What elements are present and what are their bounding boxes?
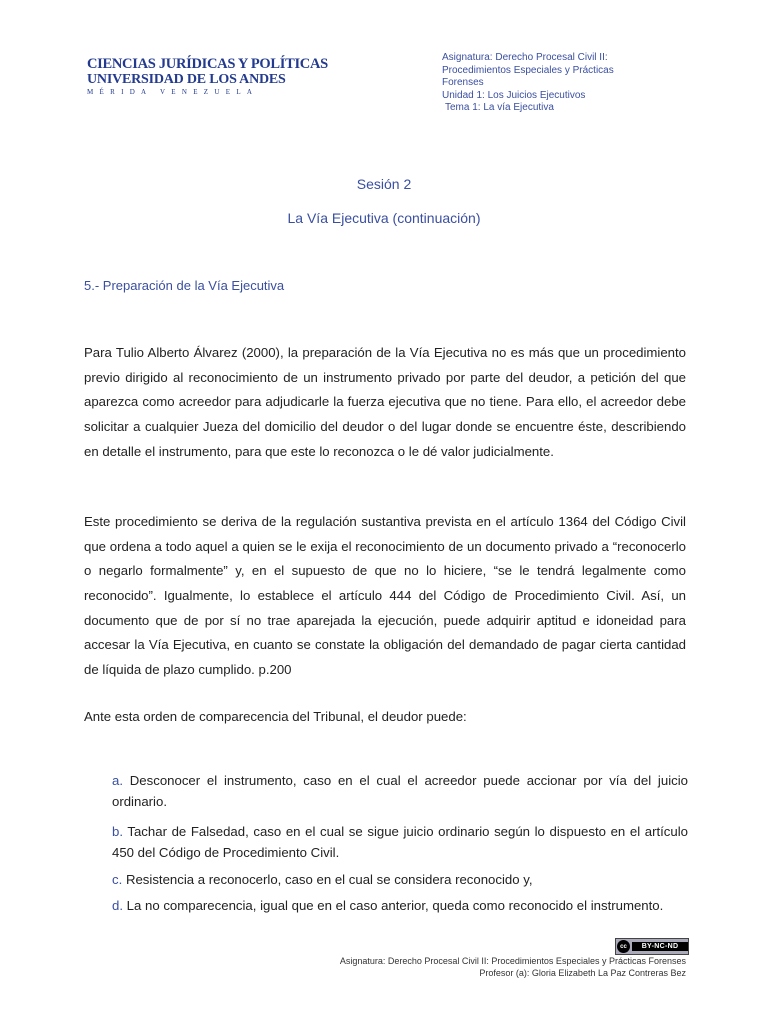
page-footer (340, 955, 686, 979)
logo-university: UNIVERSIDAD DE LOS ANDES (87, 72, 286, 87)
creative-commons-badge[interactable] (615, 938, 689, 955)
course-info-unit: Unidad 1: Los Juicios Ejecutivos (442, 89, 586, 101)
license-label: BY-NC-ND (632, 942, 688, 951)
footer-professor: Profesor (a): Gloria Elizabeth La Paz Contreras Bez (479, 968, 686, 978)
list-marker: c. (112, 872, 123, 887)
course-info-line: Forenses (442, 77, 484, 88)
list-item (112, 869, 688, 890)
section-heading: 5.- Preparación de la Vía Ejecutiva (84, 278, 285, 293)
course-info-line: Procedimientos Especiales y Prácticas (442, 64, 614, 76)
session-title: Sesión 2 (356, 176, 412, 192)
course-info (442, 52, 702, 115)
logo-faculty: CIENCIAS JURÍDICAS Y POLÍTICAS (87, 56, 328, 72)
list-marker: a. (112, 773, 123, 788)
logo-text (87, 57, 328, 97)
list-item-text: La no comparecencia, igual que en el caso anterior, queda como reconocido el instrumento. (126, 898, 664, 913)
paragraph: Para Tulio Alberto Álvarez (2000), la preparación de la Vía Ejecutiva no es más que un procedimiento previo dirigido al reconocimiento de un instrumento privado por parte del deudor, a petición del que aparezca como acreedor para adjudicarle la fuerza ejecutiva que no tiene. Para ello, el acreedor debe solicitar a cualquier Jueza del domicilio del deudor o del lugar donde se encuentre éste, describiendo en detalle el instrumento, para que este lo reconozca o le dé valor judicialmente. (84, 345, 686, 459)
course-info-topic: Tema 1: La vía Ejecutiva (445, 102, 554, 113)
paragraph: Este procedimiento se deriva de la regulación sustantiva prevista en el artículo 1364 del Código Civil que ordena a todo aquel a quien se le exija el reconocimiento de un documento privado a “reconocerlo o negarlo formalmente” y, en el supuesto de que no lo hiciere, “se le tendrá legalmente como reconocido”. Igualmente, lo establece el artículo 444 del Código de Procedimiento Civil. Así, un documento que de por sí no trae aparejada la ejecución, puede adquirir aptitud e idoneidad para accesar la Vía Ejecutiva, en cuanto se constate la obligación del demandado de pagar cierta cantidad de líquida de plazo cumplido. p.200 (84, 514, 686, 677)
logo-location: MÉRIDA VENEZUELA (87, 88, 259, 96)
list-item-text: Resistencia a reconocerlo, caso en el cual se considera reconocido y, (125, 872, 533, 887)
university-logo (82, 54, 328, 100)
list-item (112, 821, 688, 863)
creative-commons-icon: cc (617, 940, 630, 953)
list-item-text: Desconocer el instrumento, caso en el cual el acreedor puede accionar por vía del juicio ordinario. (112, 773, 688, 809)
page-title: La Vía Ejecutiva (continuación) (287, 210, 481, 226)
list-item (112, 770, 688, 812)
list-marker: b. (112, 824, 123, 839)
course-info-line: Asignatura: Derecho Procesal Civil II: (442, 52, 608, 63)
list-marker: d. (112, 898, 123, 913)
paragraph: Ante esta orden de comparecencia del Tribunal, el deudor puede: (84, 709, 467, 725)
list-item (112, 895, 688, 916)
list-item-text: Tachar de Falsedad, caso en el cual se sigue juicio ordinario según lo dispuesto en el artículo 450 del Código de Procedimiento Civil. (112, 824, 688, 860)
footer-course: Asignatura: Derecho Procesal Civil II: Procedimientos Especiales y Prácticas Forenses (339, 956, 686, 966)
